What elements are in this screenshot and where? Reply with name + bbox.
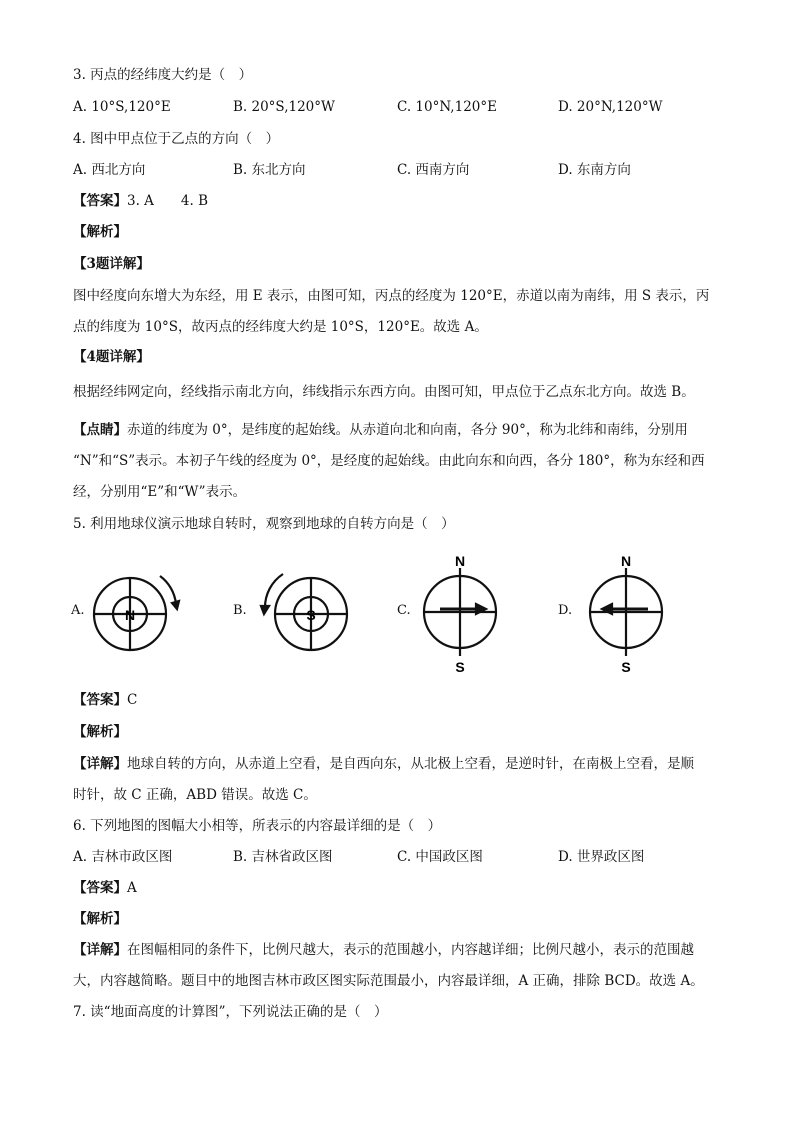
answer5-text: C	[127, 692, 138, 708]
q6-option-a: A. 吉林市政区图	[73, 849, 173, 865]
q5-globe-figures	[66, 548, 726, 678]
detail6-line2: 大，内容越简略。题目中的地图吉林市政区图实际范围最小，内容最详细，A 正确，排除 BCD。故选 A。	[73, 973, 704, 989]
globe-b-figure	[251, 568, 361, 658]
q4-option-a: A. 西北方向	[73, 162, 146, 178]
globe-b-center-letter: S	[306, 607, 316, 623]
q3-option-c: C. 10°N,120°E	[397, 99, 497, 115]
answer-3-4	[73, 192, 208, 210]
globe-a-figure	[82, 568, 192, 658]
answer6-text: A	[127, 880, 137, 896]
q3-option-b: B. 20°S,120°W	[233, 99, 335, 115]
analysis-tag-3: 【解析】	[73, 911, 127, 927]
answer-6	[73, 879, 137, 897]
detail5-text: 地球自转的方向，从赤道上空看，是自西向东，从北极上空看，是逆时针，在南极上空看，是顺	[127, 756, 694, 772]
q4-option-d: D. 东南方向	[558, 162, 631, 178]
detail5-tag: 【详解】	[73, 756, 127, 772]
globe-d-figure	[582, 548, 672, 676]
globe-a-center-letter: N	[124, 607, 136, 623]
q7-stem: 7. 读“地面高度的计算图”，下列说法正确的是（ ）	[73, 1004, 388, 1020]
q3-option-d: D. 20°N,120°W	[558, 99, 663, 115]
answer-text: 3. A 4. B	[127, 193, 209, 209]
pointer-line1	[73, 421, 688, 439]
answer6-tag: 【答案】	[73, 880, 127, 896]
pointer-line3: 经，分别用“E”和“W”表示。	[73, 484, 247, 500]
q3-option-a: A. 10°S,120°E	[73, 99, 171, 115]
q5-label-b: B.	[233, 603, 247, 618]
answer-tag: 【答案】	[73, 193, 127, 209]
q6-option-b: B. 吉林省政区图	[233, 849, 333, 865]
q3-stem: 3. 丙点的经纬度大约是（ ）	[73, 67, 253, 83]
globe-c-north-letter: N	[454, 553, 466, 569]
q5-label-d: D.	[558, 603, 573, 618]
detail6-line1	[73, 941, 694, 959]
q5-stem: 5. 利用地球仪演示地球自转时，观察到地球的自转方向是（ ）	[73, 516, 455, 532]
pointer-line2: “N”和“S”表示。本初子午线的经度为 0°，是经度的起始线。由此向东和向西，各分 180°，称为东经和西	[73, 453, 705, 469]
detail3-line1: 图中经度向东增大为东经，用 E 表示，由图可知，丙点的经度为 120°E，赤道以南为南纬，用 S 表示，丙	[73, 288, 710, 304]
answer-5	[73, 691, 137, 709]
answer5-tag: 【答案】	[73, 692, 127, 708]
detail4-line1: 根据经纬网定向，经线指示南北方向，纬线指示东西方向。由图可知，甲点位于乙点东北方向。故选 B。	[73, 384, 695, 400]
detail5-line2: 时针，故 C 正确，ABD 错误。故选 C。	[73, 787, 317, 803]
detail6-text: 在图幅相同的条件下，比例尺越大，表示的范围越小，内容越详细；比例尺越小，表示的范围越	[127, 942, 694, 958]
q5-label-c: C.	[397, 603, 411, 618]
q6-option-d: D. 世界政区图	[558, 849, 645, 865]
globe-d-south-letter: S	[621, 659, 631, 675]
q5-label-a: A.	[71, 603, 85, 618]
detail3-line2: 点的纬度为 10°S，故丙点的经纬度大约是 10°S，120°E。故选 A。	[73, 319, 488, 335]
globe-d-north-letter: N	[620, 553, 632, 569]
pointer-tag: 【点睛】	[73, 422, 127, 438]
pointer-text: 赤道的纬度为 0°，是纬度的起始线。从赤道向北和向南，各分 90°，称为北纬和南纬，分别用	[127, 422, 688, 438]
q4-stem: 4. 图中甲点位于乙点的方向（ ）	[73, 131, 280, 147]
detail3-tag: 【3题详解】	[73, 256, 150, 272]
analysis-tag-2: 【解析】	[73, 724, 127, 740]
globe-c-south-letter: S	[455, 659, 465, 675]
detail4-tag: 【4题详解】	[73, 349, 150, 365]
q6-option-c: C. 中国政区图	[397, 849, 483, 865]
q4-option-b: B. 东北方向	[233, 162, 306, 178]
detail6-tag: 【详解】	[73, 942, 127, 958]
q4-option-c: C. 西南方向	[397, 162, 470, 178]
analysis-tag: 【解析】	[73, 224, 127, 240]
detail5-line1	[73, 755, 694, 773]
q6-stem: 6. 下列地图的图幅大小相等，所表示的内容最详细的是（ ）	[73, 818, 442, 834]
globe-c-figure	[416, 548, 506, 676]
